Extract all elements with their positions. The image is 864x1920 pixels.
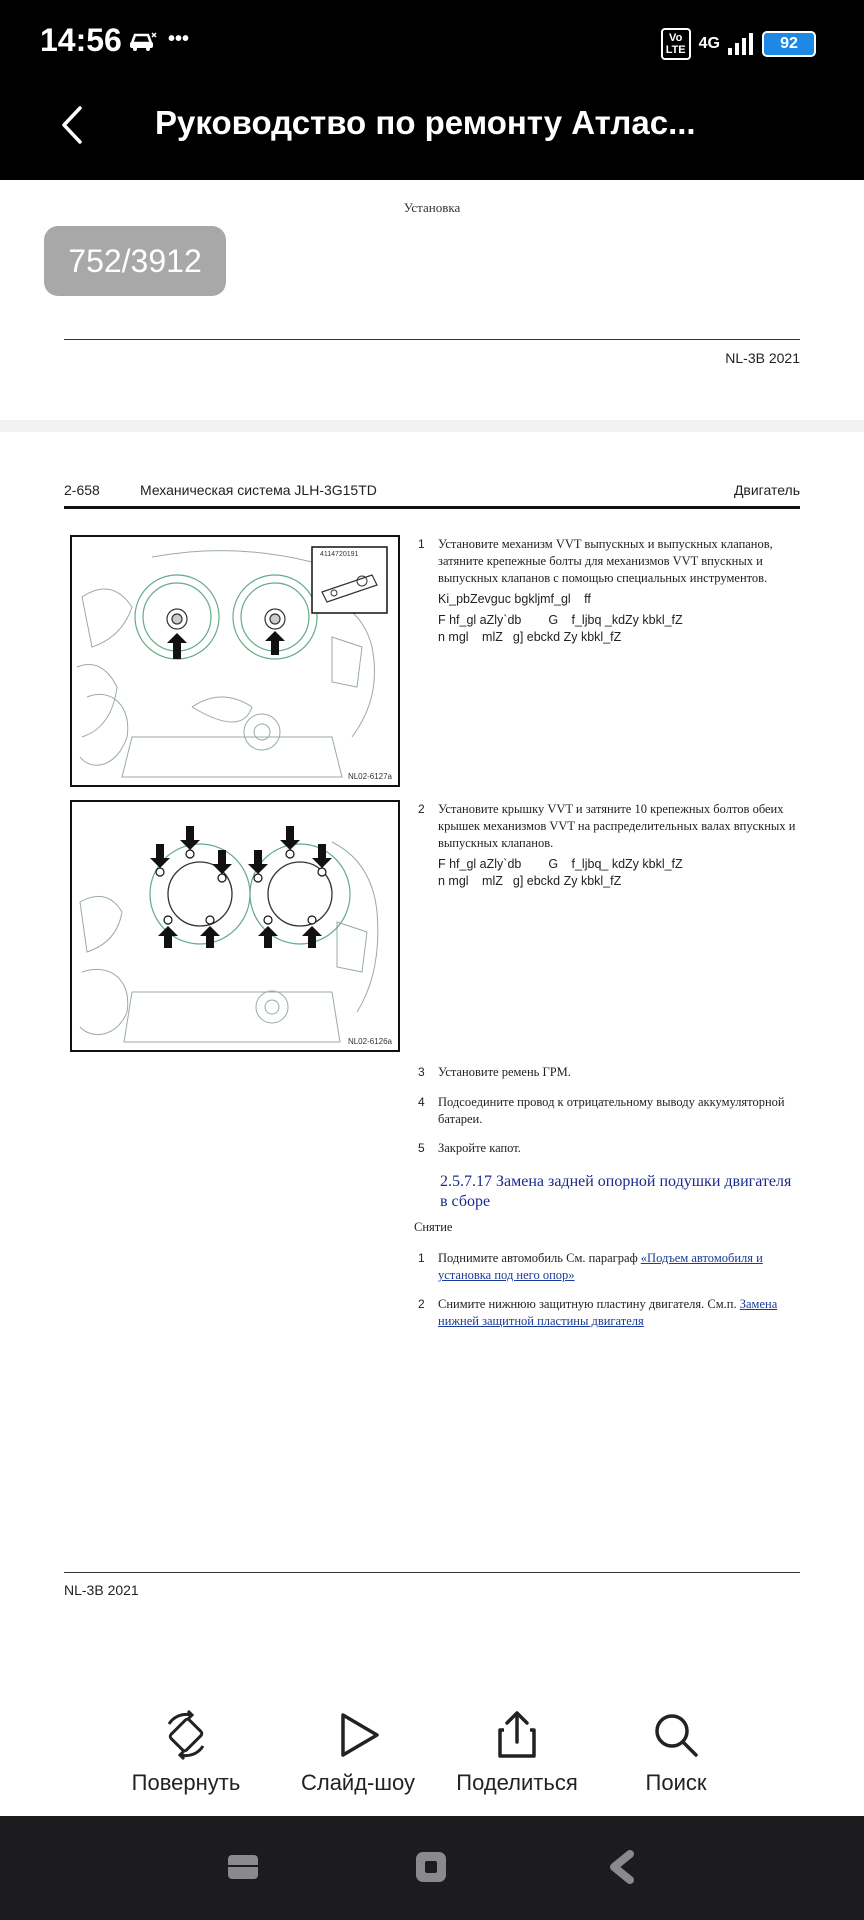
- engine-diagram-2: [72, 802, 398, 1050]
- share-label: Поделиться: [456, 1770, 578, 1795]
- step-4-text: Подсоедините провод к отрицательному выводу аккумуляторной батареи.: [438, 1095, 785, 1126]
- step-1-number: 1: [418, 537, 425, 551]
- page-section: Механическая система JLH-3G15TD: [140, 482, 377, 498]
- step-2-garbled-2: n mgl mlZg] ebckd Zy kbkl_fZ: [438, 874, 632, 888]
- volte-line-2: LTE: [665, 44, 686, 56]
- recent-apps-icon[interactable]: [226, 1850, 260, 1884]
- rotate-label: Повернуть: [131, 1770, 241, 1795]
- status-icons-left: [128, 28, 189, 51]
- step-3-text: Установите ремень ГРМ.: [438, 1065, 571, 1079]
- underbody-plate-link[interactable]: Замена нижней защитной пластины двигателя: [438, 1297, 778, 1328]
- top-bar: [0, 0, 864, 180]
- section-title: 2.5.7.17 Замена задней опорной подушки двигателя в сборе: [440, 1173, 792, 1210]
- step-1-garbled-2: F hf_gl aZly`db  G f_ljbq _kdZy kbkl_fZ : [438, 613, 707, 627]
- network-type: 4G: [698, 35, 720, 52]
- volte-badge: [661, 28, 691, 60]
- page-footer-rule: [64, 1572, 800, 1573]
- removal-step-1-text: Поднимите автомобиль См. параграф: [438, 1251, 641, 1265]
- bottom-toolbar: [0, 1660, 864, 1816]
- rotate-button[interactable]: [106, 1710, 266, 1796]
- removal-step-1-number: 1: [418, 1251, 425, 1265]
- play-icon: [333, 1710, 383, 1760]
- page-footer-code: NL-3B 2021: [64, 1582, 139, 1598]
- step-2-garbled-1: F hf_gl aZly`db  G f_ljbq_ kdZy kbkl_fZ : [438, 857, 707, 871]
- rotate-icon: [161, 1710, 211, 1760]
- step-2: [418, 801, 798, 890]
- prev-page-caption: Установка: [403, 200, 461, 215]
- step-2-number: 2: [418, 802, 425, 816]
- figure-vvt-bolts: [70, 535, 400, 787]
- step-2-text: Установите крышку VVT и затяните 10 крепежных болтов обеих крышек механизмов VVT на распределительных валах впускных и выпускных клапанов.: [438, 802, 796, 850]
- share-icon: [492, 1710, 542, 1760]
- page-counter: 752/3912: [44, 226, 226, 296]
- removal-label: Снятие: [414, 1220, 453, 1234]
- lift-vehicle-link[interactable]: «Подъем автомобиля и установка под него опор»: [438, 1251, 763, 1282]
- removal-step-2-text: Снимите нижнюю защитную пластину двигателя. См.п.: [438, 1297, 740, 1311]
- search-icon: [651, 1710, 701, 1760]
- document-page: [0, 432, 864, 1660]
- home-icon[interactable]: [414, 1850, 448, 1884]
- step-4: [418, 1094, 798, 1128]
- status-icons-right: [661, 28, 816, 60]
- slideshow-label: Слайд-шоу: [300, 1770, 416, 1795]
- step-5: [418, 1140, 798, 1157]
- step-5-number: 5: [418, 1141, 425, 1155]
- slideshow-button[interactable]: [278, 1710, 438, 1796]
- search-label: Поиск: [645, 1770, 707, 1795]
- figure-vvt-covers: [70, 800, 400, 1052]
- page-chapter: Двигатель: [733, 482, 800, 498]
- status-time: 14:56: [40, 22, 122, 58]
- signal-icon: [728, 33, 754, 55]
- prev-page-divider: [64, 339, 800, 340]
- share-button[interactable]: [437, 1710, 597, 1796]
- step-4-number: 4: [418, 1095, 425, 1109]
- back-nav-icon[interactable]: [606, 1850, 640, 1884]
- prev-page-footer-code: NL-3B 2021: [725, 350, 800, 366]
- figure-1-label: NL02-6127a: [347, 772, 392, 781]
- step-3: [418, 1064, 798, 1081]
- removal-step-1: [418, 1250, 798, 1284]
- step-1-text: Установите механизм VVT выпускных и выпускных клапанов, затяните крепежные болты для механизмов VVT впускных и выпускных клапанов с помощью специальных инструментов.: [438, 537, 773, 585]
- document-title: Руководство по ремонту Атлас...: [155, 104, 696, 141]
- step-1: [418, 536, 798, 646]
- removal-step-2: [418, 1296, 798, 1330]
- back-arrow-icon[interactable]: [52, 100, 92, 150]
- system-nav-bar: [0, 1816, 864, 1920]
- page-header-rule: [64, 506, 800, 509]
- removal-step-2-number: 2: [418, 1297, 425, 1311]
- previous-page: [0, 180, 864, 420]
- search-button[interactable]: [596, 1710, 756, 1796]
- step-5-text: Закройте капот.: [438, 1141, 521, 1155]
- step-1-garbled-1: Ki_pbZevguc bgkljmf_gl ff: [438, 592, 591, 606]
- page-number: 2-658: [64, 482, 100, 498]
- more-dots: •••: [168, 28, 190, 50]
- battery-indicator: 92: [762, 31, 816, 57]
- volte-line-1: Vo: [669, 32, 683, 44]
- figure-2-label: NL02-6126a: [347, 1037, 392, 1046]
- figure-1-inset-code: 4114720191: [320, 551, 359, 558]
- engine-diagram-1: [72, 537, 398, 785]
- step-3-number: 3: [418, 1065, 425, 1079]
- car-icon: [128, 29, 158, 51]
- step-1-garbled-3: n mgl mlZg] ebckd Zy kbkl_fZ: [438, 630, 632, 644]
